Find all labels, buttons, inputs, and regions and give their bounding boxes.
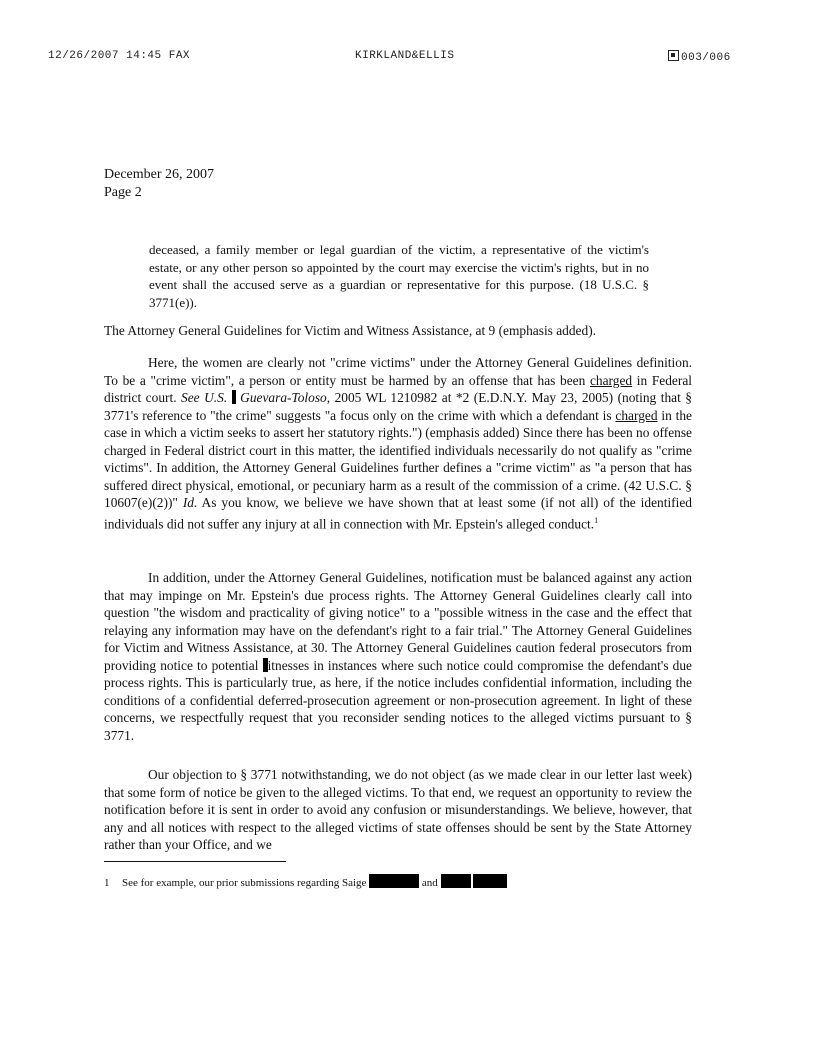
citation-line: The Attorney General Guidelines for Victim and Witness Assistance, at 9 (emphasis added). [104,323,597,338]
redaction-bar [441,874,471,888]
paragraph-objection: Our objection to § 3771 notwithstanding, we do not object (as we made clear in our letter last week) that some form of notice be given to the alleged victims. To that end, we request an opportunity to review the notification before it is sent in order to avoid any confusion or misunderstandings. We believe, however, that any and all notices with respect to the alleged victims of state offenses should be sent by the State Attorney rather than your Office, and we [104,767,692,852]
letter-date: December 26, 2007 [104,167,215,182]
letter-page-number: Page 2 [104,185,142,200]
fax-page-icon [668,50,679,61]
footnote-ref: 1 [594,515,599,525]
redaction-bar [369,874,419,888]
fax-sender: KIRKLAND&ELLIS [355,50,455,62]
paragraph-crime-victims: Here, the women are clearly not "crime victims" under the Attorney General Guidelines definition. To be a "crime victim", a person or entity must be harmed by an offense that has been charged in Federal district court. See U.S. Guevara-Toloso, 2005 WL 1210982 at *2 (E.D.N.Y. May 23, 2005) (noting that § 3771's reference to "the crime" suggests "a focus only on the crime with which a defendant is charged in the case in which a victim seeks to assert her statutory rights.") (emphasis added) Since there has been no offense charged in Federal district court in this matter, the identified individuals necessarily do not qualify as "crime victims". In addition, the Attorney General Guidelines further defines a "crime victim" as "a person that has suffered direct physical, emotional, or pecuniary harm as a result of the commission of a crime. (42 U.S.C. § 10607(e)(2))" Id. As you know, we believe we have shown that at least some (if not all) of the identified individuals did not suffer any injury at all in connection with Mr. Epstein's alleged conduct.$^1$ [104,355,692,531]
fax-page-number: 003/006 [681,52,731,64]
redaction-bar [473,874,507,888]
fax-datetime: 12/26/2007 14:45 FAX [48,50,191,62]
paragraph-due-process: In addition, under the Attorney General Guidelines, notification must be balanced against any action that may impinge on Mr. Epstein's due process rights. The Attorney General Guidelines clearly call into question "the wisdom and practicality of giving notice" to a "possible witness in the case and the effect that relaying any information may have on the defendant's right to a fair trial." The Attorney General Guidelines for Victim and Witness Assistance, at 30. The Attorney General Guidelines caution federal prosecutors from providing notice to potential itnesses in instances where such notice could compromise the defendant's due process rights. This is particularly true, as here, if the notice includes confidential information, including the conditions of a confidential deferred-prosecution agreement or non-prosecution agreement. In light of these concerns, we respectfully request that you reconsider sending notices to the alleged victims pursuant to § 3771. [104,570,692,743]
fax-page-indicator [668,50,731,64]
footnote-divider [104,861,286,862]
block-quote: deceased, a family member or legal guardian of the victim, a representative of the victim's estate, or any other person so appointed by the court may exercise the victim's rights, but in no event shall the accused serve as a guardian or representative for this purpose. (18 U.S.C. § 3771(e)). [149,242,649,310]
footnote: 1 See for example, our prior submissions regarding Saige and [104,874,507,889]
redaction-bar [232,390,236,404]
